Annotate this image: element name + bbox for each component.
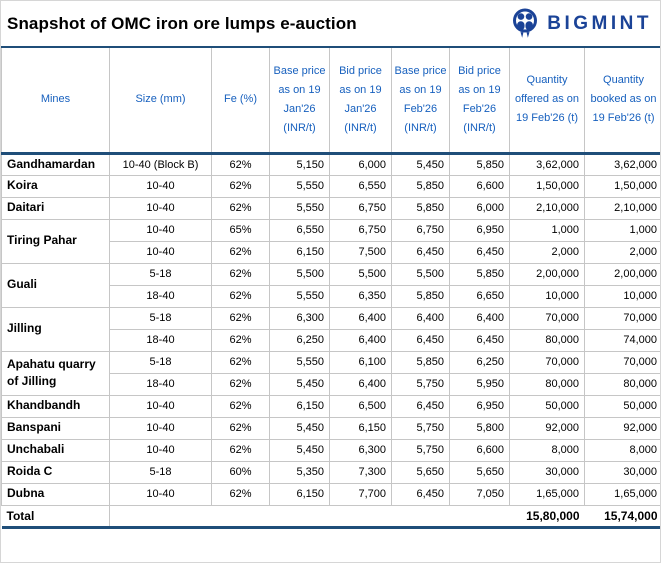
table-row (2, 197, 661, 219)
size-cell: 18-40 (110, 373, 212, 395)
total-spacer (110, 505, 510, 527)
bid-price-feb-cell: 6,650 (450, 285, 510, 307)
base-price-jan-cell: 5,350 (270, 461, 330, 483)
fe-cell: 62% (212, 483, 270, 505)
fe-cell: 62% (212, 153, 270, 175)
table-row (2, 417, 661, 439)
qty-booked-cell: 8,000 (585, 439, 661, 461)
fe-cell: 62% (212, 307, 270, 329)
size-cell: 10-40 (110, 395, 212, 417)
base-price-feb-cell: 6,450 (392, 329, 450, 351)
bid-price-jan-cell: 6,150 (330, 417, 392, 439)
bid-price-feb-cell: 6,250 (450, 351, 510, 373)
base-price-jan-cell: 5,550 (270, 197, 330, 219)
mine-name-cell: Koira (2, 175, 110, 197)
total-row (2, 505, 661, 527)
qty-offered-cell: 10,000 (510, 285, 585, 307)
base-price-feb-cell: 5,750 (392, 373, 450, 395)
qty-offered-cell: 30,000 (510, 461, 585, 483)
fe-cell: 62% (212, 263, 270, 285)
bid-price-jan-cell: 6,100 (330, 351, 392, 373)
fe-cell: 62% (212, 175, 270, 197)
qty-offered-cell: 1,50,000 (510, 175, 585, 197)
qty-offered-cell: 3,62,000 (510, 153, 585, 175)
fe-cell: 60% (212, 461, 270, 483)
qty-booked-cell: 92,000 (585, 417, 661, 439)
page-title: Snapshot of OMC iron ore lumps e-auction (7, 13, 357, 33)
table-row (2, 461, 661, 483)
qty-offered-cell: 50,000 (510, 395, 585, 417)
bid-price-feb-cell: 5,950 (450, 373, 510, 395)
base-price-feb-cell: 6,400 (392, 307, 450, 329)
qty-booked-cell: 3,62,000 (585, 153, 661, 175)
column-header-size: Size (mm) (110, 47, 212, 153)
size-cell: 5-18 (110, 307, 212, 329)
brand-logo-icon (510, 7, 540, 40)
fe-cell: 62% (212, 329, 270, 351)
table-body (2, 153, 661, 505)
mine-name-cell: Banspani (2, 417, 110, 439)
base-price-feb-cell: 5,850 (392, 285, 450, 307)
bid-price-jan-cell: 6,000 (330, 153, 392, 175)
bid-price-feb-cell: 7,050 (450, 483, 510, 505)
mine-name-cell: Unchabali (2, 439, 110, 461)
size-cell: 10-40 (110, 483, 212, 505)
size-cell: 5-18 (110, 263, 212, 285)
mine-name-cell: Tiring Pahar (2, 219, 110, 263)
base-price-jan-cell: 6,550 (270, 219, 330, 241)
base-price-feb-cell: 5,850 (392, 351, 450, 373)
base-price-jan-cell: 5,450 (270, 439, 330, 461)
size-cell: 5-18 (110, 351, 212, 373)
size-cell: 10-40 (110, 175, 212, 197)
fe-cell: 62% (212, 285, 270, 307)
size-cell: 10-40 (110, 439, 212, 461)
base-price-feb-cell: 6,450 (392, 483, 450, 505)
table-row (2, 483, 661, 505)
qty-offered-cell: 92,000 (510, 417, 585, 439)
size-cell: 18-40 (110, 285, 212, 307)
qty-offered-cell: 8,000 (510, 439, 585, 461)
mine-name-cell: Dubna (2, 483, 110, 505)
qty-booked-cell: 2,000 (585, 241, 661, 263)
bid-price-jan-cell: 6,400 (330, 373, 392, 395)
table-row (2, 395, 661, 417)
bid-price-jan-cell: 7,500 (330, 241, 392, 263)
qty-offered-cell: 2,00,000 (510, 263, 585, 285)
size-cell: 10-40 (110, 417, 212, 439)
base-price-jan-cell: 5,150 (270, 153, 330, 175)
bid-price-feb-cell: 5,800 (450, 417, 510, 439)
table-header-row (2, 47, 661, 153)
base-price-jan-cell: 6,150 (270, 395, 330, 417)
base-price-jan-cell: 5,550 (270, 285, 330, 307)
fe-cell: 62% (212, 395, 270, 417)
base-price-feb-cell: 5,750 (392, 439, 450, 461)
bid-price-jan-cell: 6,300 (330, 439, 392, 461)
bid-price-jan-cell: 6,400 (330, 329, 392, 351)
fe-cell: 62% (212, 241, 270, 263)
table-row (2, 175, 661, 197)
brand-logo (510, 7, 654, 40)
brand-logo-text: BIGMINT (547, 12, 652, 34)
bid-price-jan-cell: 6,750 (330, 197, 392, 219)
base-price-feb-cell: 5,450 (392, 153, 450, 175)
qty-offered-cell: 1,000 (510, 219, 585, 241)
size-cell: 10-40 (110, 219, 212, 241)
mine-name-cell: Jilling (2, 307, 110, 351)
base-price-jan-cell: 6,150 (270, 241, 330, 263)
qty-offered-cell: 1,65,000 (510, 483, 585, 505)
qty-booked-cell: 2,00,000 (585, 263, 661, 285)
qty-offered-cell: 2,10,000 (510, 197, 585, 219)
qty-booked-cell: 1,50,000 (585, 175, 661, 197)
total-qty-booked: 15,74,000 (585, 505, 661, 527)
base-price-feb-cell: 6,750 (392, 219, 450, 241)
base-price-jan-cell: 6,250 (270, 329, 330, 351)
qty-booked-cell: 30,000 (585, 461, 661, 483)
bid-price-feb-cell: 6,000 (450, 197, 510, 219)
base-price-jan-cell: 5,450 (270, 373, 330, 395)
fe-cell: 62% (212, 351, 270, 373)
bid-price-feb-cell: 6,450 (450, 241, 510, 263)
base-price-jan-cell: 5,550 (270, 351, 330, 373)
base-price-feb-cell: 5,650 (392, 461, 450, 483)
column-header-fe: Fe (%) (212, 47, 270, 153)
qty-booked-cell: 1,000 (585, 219, 661, 241)
bid-price-jan-cell: 6,550 (330, 175, 392, 197)
bid-price-feb-cell: 5,650 (450, 461, 510, 483)
base-price-feb-cell: 5,850 (392, 175, 450, 197)
fe-cell: 65% (212, 219, 270, 241)
bid-price-feb-cell: 6,600 (450, 175, 510, 197)
bid-price-feb-cell: 6,450 (450, 329, 510, 351)
size-cell: 18-40 (110, 329, 212, 351)
qty-offered-cell: 80,000 (510, 329, 585, 351)
header-bar (1, 1, 660, 46)
table-row (2, 351, 661, 373)
bid-price-feb-cell: 5,850 (450, 263, 510, 285)
bid-price-feb-cell: 6,950 (450, 395, 510, 417)
fe-cell: 62% (212, 417, 270, 439)
fe-cell: 62% (212, 197, 270, 219)
base-price-jan-cell: 6,300 (270, 307, 330, 329)
qty-offered-cell: 70,000 (510, 307, 585, 329)
qty-booked-cell: 1,65,000 (585, 483, 661, 505)
bid-price-jan-cell: 7,700 (330, 483, 392, 505)
qty-booked-cell: 70,000 (585, 307, 661, 329)
mine-name-cell: Khandbandh (2, 395, 110, 417)
table-row (2, 153, 661, 175)
qty-offered-cell: 70,000 (510, 351, 585, 373)
column-header-qty-booked: Quantity booked as on 19 Feb'26 (t) (585, 47, 661, 153)
size-cell: 5-18 (110, 461, 212, 483)
qty-offered-cell: 2,000 (510, 241, 585, 263)
size-cell: 10-40 (110, 197, 212, 219)
bid-price-jan-cell: 6,350 (330, 285, 392, 307)
size-cell: 10-40 (110, 241, 212, 263)
base-price-jan-cell: 6,150 (270, 483, 330, 505)
base-price-feb-cell: 5,850 (392, 197, 450, 219)
bid-price-jan-cell: 6,400 (330, 307, 392, 329)
base-price-jan-cell: 5,500 (270, 263, 330, 285)
qty-booked-cell: 10,000 (585, 285, 661, 307)
column-header-mines: Mines (2, 47, 110, 153)
column-header-base-feb: Base price as on 19 Feb'26 (INR/t) (392, 47, 450, 153)
base-price-feb-cell: 5,750 (392, 417, 450, 439)
bid-price-jan-cell: 6,500 (330, 395, 392, 417)
base-price-feb-cell: 6,450 (392, 395, 450, 417)
size-cell: 10-40 (Block B) (110, 153, 212, 175)
bid-price-feb-cell: 5,850 (450, 153, 510, 175)
auction-table (1, 46, 661, 529)
bid-price-jan-cell: 6,750 (330, 219, 392, 241)
mine-name-cell: Guali (2, 263, 110, 307)
qty-booked-cell: 70,000 (585, 351, 661, 373)
bid-price-jan-cell: 5,500 (330, 263, 392, 285)
qty-booked-cell: 80,000 (585, 373, 661, 395)
mine-name-cell: Apahatu quarry of Jilling (2, 351, 110, 395)
base-price-jan-cell: 5,450 (270, 417, 330, 439)
mine-name-cell: Daitari (2, 197, 110, 219)
base-price-jan-cell: 5,550 (270, 175, 330, 197)
bid-price-jan-cell: 7,300 (330, 461, 392, 483)
total-qty-offered: 15,80,000 (510, 505, 585, 527)
mine-name-cell: Gandhamardan (2, 153, 110, 175)
base-price-feb-cell: 6,450 (392, 241, 450, 263)
table-row (2, 439, 661, 461)
base-price-feb-cell: 5,500 (392, 263, 450, 285)
column-header-bid-jan: Bid price as on 19 Jan'26 (INR/t) (330, 47, 392, 153)
bid-price-feb-cell: 6,950 (450, 219, 510, 241)
qty-booked-cell: 2,10,000 (585, 197, 661, 219)
bid-price-feb-cell: 6,600 (450, 439, 510, 461)
column-header-qty-offered: Quantity offered as on 19 Feb'26 (t) (510, 47, 585, 153)
mine-name-cell: Roida C (2, 461, 110, 483)
bid-price-feb-cell: 6,400 (450, 307, 510, 329)
qty-offered-cell: 80,000 (510, 373, 585, 395)
column-header-base-jan: Base price as on 19 Jan'26 (INR/t) (270, 47, 330, 153)
qty-booked-cell: 74,000 (585, 329, 661, 351)
table-row (2, 307, 661, 329)
total-label: Total (2, 505, 110, 527)
table-row (2, 263, 661, 285)
qty-booked-cell: 50,000 (585, 395, 661, 417)
fe-cell: 62% (212, 439, 270, 461)
table-row (2, 219, 661, 241)
fe-cell: 62% (212, 373, 270, 395)
column-header-bid-feb: Bid price as on 19 Feb'26 (INR/t) (450, 47, 510, 153)
